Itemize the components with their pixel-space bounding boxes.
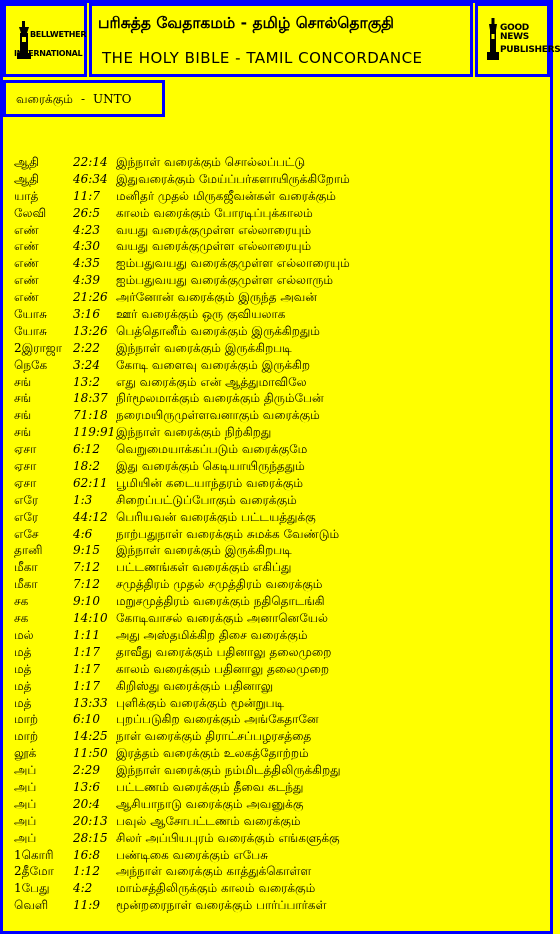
concordance-row (14, 390, 544, 407)
concordance-row (14, 424, 544, 441)
book-abbrev: எண் (14, 222, 39, 237)
book-abbrev: யோசு (14, 323, 47, 338)
verse-reference: 3:16 (73, 307, 100, 322)
book-abbrev: மத் (14, 678, 32, 693)
book-abbrev: சக (14, 594, 29, 609)
concordance-row (14, 830, 544, 847)
verse-excerpt: அர்னோன் வரைக்கும் இருந்த அவன் (116, 290, 317, 305)
publisher-name-right-line2: PUBLISHERS (500, 45, 560, 55)
verse-excerpt: கோடிவாசல் வரைக்கும் அனானெயேல் (116, 611, 328, 626)
verse-reference: 1:17 (73, 661, 100, 676)
book-abbrev: மத் (14, 695, 32, 710)
verse-excerpt: மனிதர் முதல் மிருகஜீவன்கள் வரைக்கும் (116, 188, 336, 203)
verse-excerpt: பெரியவன் வரைக்கும் பட்டயத்துக்கு (116, 509, 316, 524)
verse-reference: 16:8 (73, 847, 100, 862)
verse-excerpt: சிறைப்பட்டுப்போகும் வரைக்கும் (116, 492, 297, 507)
book-abbrev: எரே (14, 492, 39, 507)
concordance-row (14, 458, 544, 475)
verse-reference: 6:10 (73, 712, 100, 727)
verse-reference: 44:12 (73, 509, 108, 524)
verse-excerpt: ஐம்பதுவயது வரைக்குமுள்ள எல்லாரையும் (116, 256, 350, 271)
book-abbrev: நெகே (14, 357, 48, 372)
concordance-row (14, 441, 544, 458)
concordance-row (14, 762, 544, 779)
verse-reference: 1:17 (73, 644, 100, 659)
verse-reference: 21:26 (73, 290, 108, 305)
verse-reference: 18:2 (73, 459, 100, 474)
verse-excerpt: பூமியின் கடையாந்தரம் வரைக்கும் (116, 475, 304, 490)
verse-excerpt: மூன்றரைநாள் வரைக்கும் பார்ப்பார்கள் (116, 898, 327, 913)
concordance-row (14, 323, 544, 340)
book-abbrev: அப் (14, 813, 37, 828)
verse-excerpt: இதுவரைக்கும் மேய்ப்பர்களாயிருக்கிறோம் (116, 171, 350, 186)
book-abbrev: வெளி (14, 898, 49, 913)
verse-reference: 1:11 (73, 627, 100, 642)
verse-excerpt: ஐம்பதுவயது வரைக்குமுள்ள எல்லாரும் (116, 273, 334, 288)
verse-reference: 119:91 (73, 425, 116, 440)
verse-excerpt: பவுல் ஆசோபட்டணம் வரைக்கும் (116, 813, 301, 828)
verse-reference: 3:24 (73, 357, 100, 372)
book-abbrev: 1பேது (14, 881, 50, 896)
verse-excerpt: புறப்படுகிற வரைக்கும் அங்கேதானே (116, 712, 319, 727)
concordance-row (14, 627, 544, 644)
book-abbrev: லேவி (14, 205, 47, 220)
book-abbrev: சக (14, 611, 29, 626)
concordance-row (14, 154, 544, 171)
verse-reference: 7:12 (73, 577, 100, 592)
verse-excerpt: இந்நாள் வரைக்கும் சொல்லப்பட்டு (116, 155, 306, 169)
book-abbrev: 2இராஜா (14, 340, 63, 355)
verse-excerpt: ஆசியாநாடு வரைக்கும் அவனுக்கு (116, 796, 304, 811)
publisher-name-left-line2: INTERNATIONAL (14, 49, 83, 58)
concordance-row (14, 492, 544, 509)
publisher-name-left-line1: BELLWETHER (30, 30, 87, 39)
book-abbrev: அப் (14, 796, 37, 811)
book-abbrev: மல் (14, 627, 34, 642)
concordance-row (14, 289, 544, 306)
verse-reference: 11:9 (73, 898, 100, 913)
book-abbrev: எண் (14, 273, 39, 288)
verse-excerpt: அது அஸ்தமிக்கிற திசை வரைக்கும் (116, 627, 308, 642)
book-abbrev: அப் (14, 779, 37, 794)
verse-excerpt: இரத்தம் வரைக்கும் உலகத்தோற்றம் (116, 746, 309, 761)
verse-reference: 11:50 (73, 746, 108, 761)
concordance-row (14, 475, 544, 492)
verse-reference: 28:15 (73, 830, 108, 845)
word-heading-box (3, 80, 165, 117)
concordance-row (14, 610, 544, 627)
title-box (89, 3, 473, 77)
verse-excerpt: காலம் வரைக்கும் பதினாலு தலைமுறை (116, 661, 329, 676)
verse-excerpt: வயது வரைக்குமுள்ள எல்லாரையும் (116, 239, 312, 254)
verse-excerpt: இந்நாள் வரைக்கும் இருக்கிறபடி (116, 543, 292, 558)
verse-excerpt: இந்நாள் வரைக்கும் நிற்கிறது (116, 425, 272, 440)
verse-reference: 46:34 (73, 171, 108, 186)
book-abbrev: ஏசா (14, 459, 37, 474)
verse-excerpt: இது வரைக்கும் கெடியாயிருந்ததும் (116, 459, 305, 474)
word-heading (16, 92, 132, 108)
concordance-row (14, 542, 544, 559)
concordance-row (14, 813, 544, 830)
book-abbrev: மீகா (14, 560, 38, 575)
concordance-row (14, 728, 544, 745)
verse-excerpt: வயது வரைக்குமுள்ள எல்லாரையும் (116, 222, 312, 237)
book-abbrev: ஆதி (14, 155, 40, 169)
verse-reference: 9:10 (73, 594, 100, 609)
verse-excerpt: பட்டணங்கள் வரைக்கும் எகிப்து (116, 560, 292, 575)
verse-reference: 7:12 (73, 560, 100, 575)
verse-excerpt: தாவீது வரைக்கும் பதினாலு தலைமுறை (116, 644, 332, 659)
concordance-entries (14, 154, 544, 914)
verse-excerpt: பண்டிகை வரைக்கும் எபேசு (116, 847, 269, 862)
verse-reference: 20:13 (73, 813, 108, 828)
book-abbrev: ஏசா (14, 475, 37, 490)
verse-excerpt: நரைமயிருமுள்ளவனாகும் வரைக்கும் (116, 408, 320, 423)
verse-excerpt: மறுசமுத்திரம் வரைக்கும் நதிதொடங்கி (116, 594, 325, 609)
verse-excerpt: இந்நாள் வரைக்கும் நம்மிடத்திலிருக்கிறது (116, 763, 341, 778)
verse-reference: 71:18 (73, 408, 108, 423)
book-abbrev: மாற் (14, 729, 39, 744)
book-abbrev: மத் (14, 661, 32, 676)
book-abbrev: தானி (14, 543, 43, 558)
concordance-row (14, 188, 544, 205)
concordance-row (14, 880, 544, 897)
verse-excerpt: நிர்மூலமாக்கும் வரைக்கும் திரும்பேன் (116, 391, 324, 406)
verse-reference: 4:6 (73, 526, 93, 541)
book-abbrev: அப் (14, 830, 37, 845)
verse-reference: 13:33 (73, 695, 108, 710)
verse-reference: 14:10 (73, 611, 108, 626)
verse-reference: 4:35 (73, 256, 100, 271)
book-abbrev: மீகா (14, 577, 38, 592)
concordance-row (14, 306, 544, 323)
book-abbrev: யோசு (14, 307, 47, 322)
title-tamil: பரிசுத்த வேதாகமம் - தமிழ் சொல்தொகுதி (98, 14, 394, 32)
verse-reference: 22:14 (73, 155, 108, 169)
verse-reference: 13:6 (73, 779, 100, 794)
concordance-row (14, 695, 544, 712)
concordance-row (14, 222, 544, 239)
verse-excerpt: மாம்சத்திலிருக்கும் காலம் வரைக்கும் (116, 881, 316, 896)
concordance-row (14, 407, 544, 424)
concordance-row (14, 745, 544, 762)
verse-reference: 2:22 (73, 340, 100, 355)
verse-reference: 13:2 (73, 374, 100, 389)
verse-reference: 9:15 (73, 543, 100, 558)
verse-excerpt: வெறுமையாக்கப்படும் வரைக்குமே (116, 442, 308, 457)
publisher-name-right-line1: GOOD NEWS (500, 23, 529, 42)
verse-reference: 26:5 (73, 205, 100, 220)
verse-excerpt: எது வரைக்கும் என் ஆத்துமாவிலே (116, 374, 307, 389)
concordance-row (14, 897, 544, 914)
word-english: UNTO (93, 92, 132, 106)
verse-reference: 18:37 (73, 391, 108, 406)
book-abbrev: எசே (14, 526, 39, 541)
book-abbrev: எண் (14, 290, 39, 305)
concordance-row (14, 238, 544, 255)
bell-tower-icon (486, 18, 500, 62)
concordance-row (14, 509, 544, 526)
verse-reference: 4:30 (73, 239, 100, 254)
book-abbrev: ஆதி (14, 171, 40, 186)
book-abbrev: யாத் (14, 188, 39, 203)
verse-reference: 4:39 (73, 273, 100, 288)
verse-excerpt: சிலர் அப்பியபுரம் வரைக்கும் எங்களுக்கு (116, 830, 340, 845)
book-abbrev: சங் (14, 391, 32, 406)
verse-excerpt: பெத்தொனீம் வரைக்கும் இருக்கிறதும் (116, 323, 320, 338)
verse-reference: 1:17 (73, 678, 100, 693)
book-abbrev: 1கொரி (14, 847, 54, 862)
concordance-row (14, 272, 544, 289)
verse-excerpt: நாள் வரைக்கும் திராட்சப்பழரசத்தை (116, 729, 312, 744)
verse-reference: 14:25 (73, 729, 108, 744)
title-english: THE HOLY BIBLE - TAMIL CONCORDANCE (102, 49, 423, 67)
verse-reference: 2:29 (73, 763, 100, 778)
verse-reference: 20:4 (73, 796, 100, 811)
verse-excerpt: கோடி வளைவு வரைக்கும் இருக்கிற (116, 357, 311, 372)
book-abbrev: 2தீமோ (14, 864, 54, 879)
concordance-row (14, 526, 544, 543)
book-abbrev: லூக் (14, 746, 37, 761)
verse-reference: 1:3 (73, 492, 93, 507)
book-abbrev: எண் (14, 256, 39, 271)
verse-reference: 1:12 (73, 864, 100, 879)
verse-excerpt: அந்நாள் வரைக்கும் காத்துக்கொள்ள (116, 864, 312, 879)
publisher-logo-right (475, 3, 560, 77)
verse-excerpt: பட்டணம் வரைக்கும் தீவை கடந்து (116, 779, 304, 794)
book-abbrev: சங் (14, 408, 32, 423)
verse-reference: 13:26 (73, 323, 108, 338)
book-abbrev: ஏசா (14, 442, 37, 457)
concordance-row (14, 711, 544, 728)
verse-excerpt: காலம் வரைக்கும் போரடிப்புக்காலம் (116, 205, 313, 220)
concordance-row (14, 559, 544, 576)
concordance-row (14, 644, 544, 661)
book-abbrev: எரே (14, 509, 39, 524)
verse-excerpt: இந்நாள் வரைக்கும் இருக்கிறபடி (116, 340, 292, 355)
concordance-row (14, 593, 544, 610)
concordance-row (14, 357, 544, 374)
concordance-row (14, 340, 544, 357)
verse-excerpt: நாற்பதுநாள் வரைக்கும் சுமக்க வேண்டும் (116, 526, 340, 541)
concordance-row (14, 796, 544, 813)
verse-reference: 11:7 (73, 188, 100, 203)
concordance-row (14, 847, 544, 864)
concordance-row (14, 779, 544, 796)
concordance-row (14, 576, 544, 593)
book-abbrev: சங் (14, 425, 32, 440)
verse-excerpt: ஊர் வரைக்கும் ஒரு குவியலாக (116, 307, 286, 322)
concordance-row (14, 863, 544, 880)
concordance-row (14, 255, 544, 272)
verse-reference: 4:2 (73, 881, 93, 896)
book-abbrev: மாற் (14, 712, 39, 727)
concordance-row (14, 171, 544, 188)
book-abbrev: சங் (14, 374, 32, 389)
verse-reference: 6:12 (73, 442, 100, 457)
concordance-row (14, 205, 544, 222)
book-abbrev: எண் (14, 239, 39, 254)
verse-reference: 4:23 (73, 222, 100, 237)
word-separator: - (80, 92, 86, 106)
verse-excerpt: புளிக்கும் வரைக்கும் மூன்றுபடி (116, 695, 285, 710)
verse-excerpt: சமுத்திரம் முதல் சமுத்திரம் வரைக்கும் (116, 577, 323, 592)
book-abbrev: மத் (14, 644, 32, 659)
book-abbrev: அப் (14, 763, 37, 778)
word-tamil: வரைக்கும் (16, 92, 73, 106)
verse-excerpt: கிறிஸ்து வரைக்கும் பதினாலு (116, 678, 274, 693)
concordance-row (14, 678, 544, 695)
publisher-logo-left (3, 3, 87, 77)
verse-reference: 62:11 (73, 475, 108, 490)
concordance-row (14, 374, 544, 391)
concordance-row (14, 661, 544, 678)
